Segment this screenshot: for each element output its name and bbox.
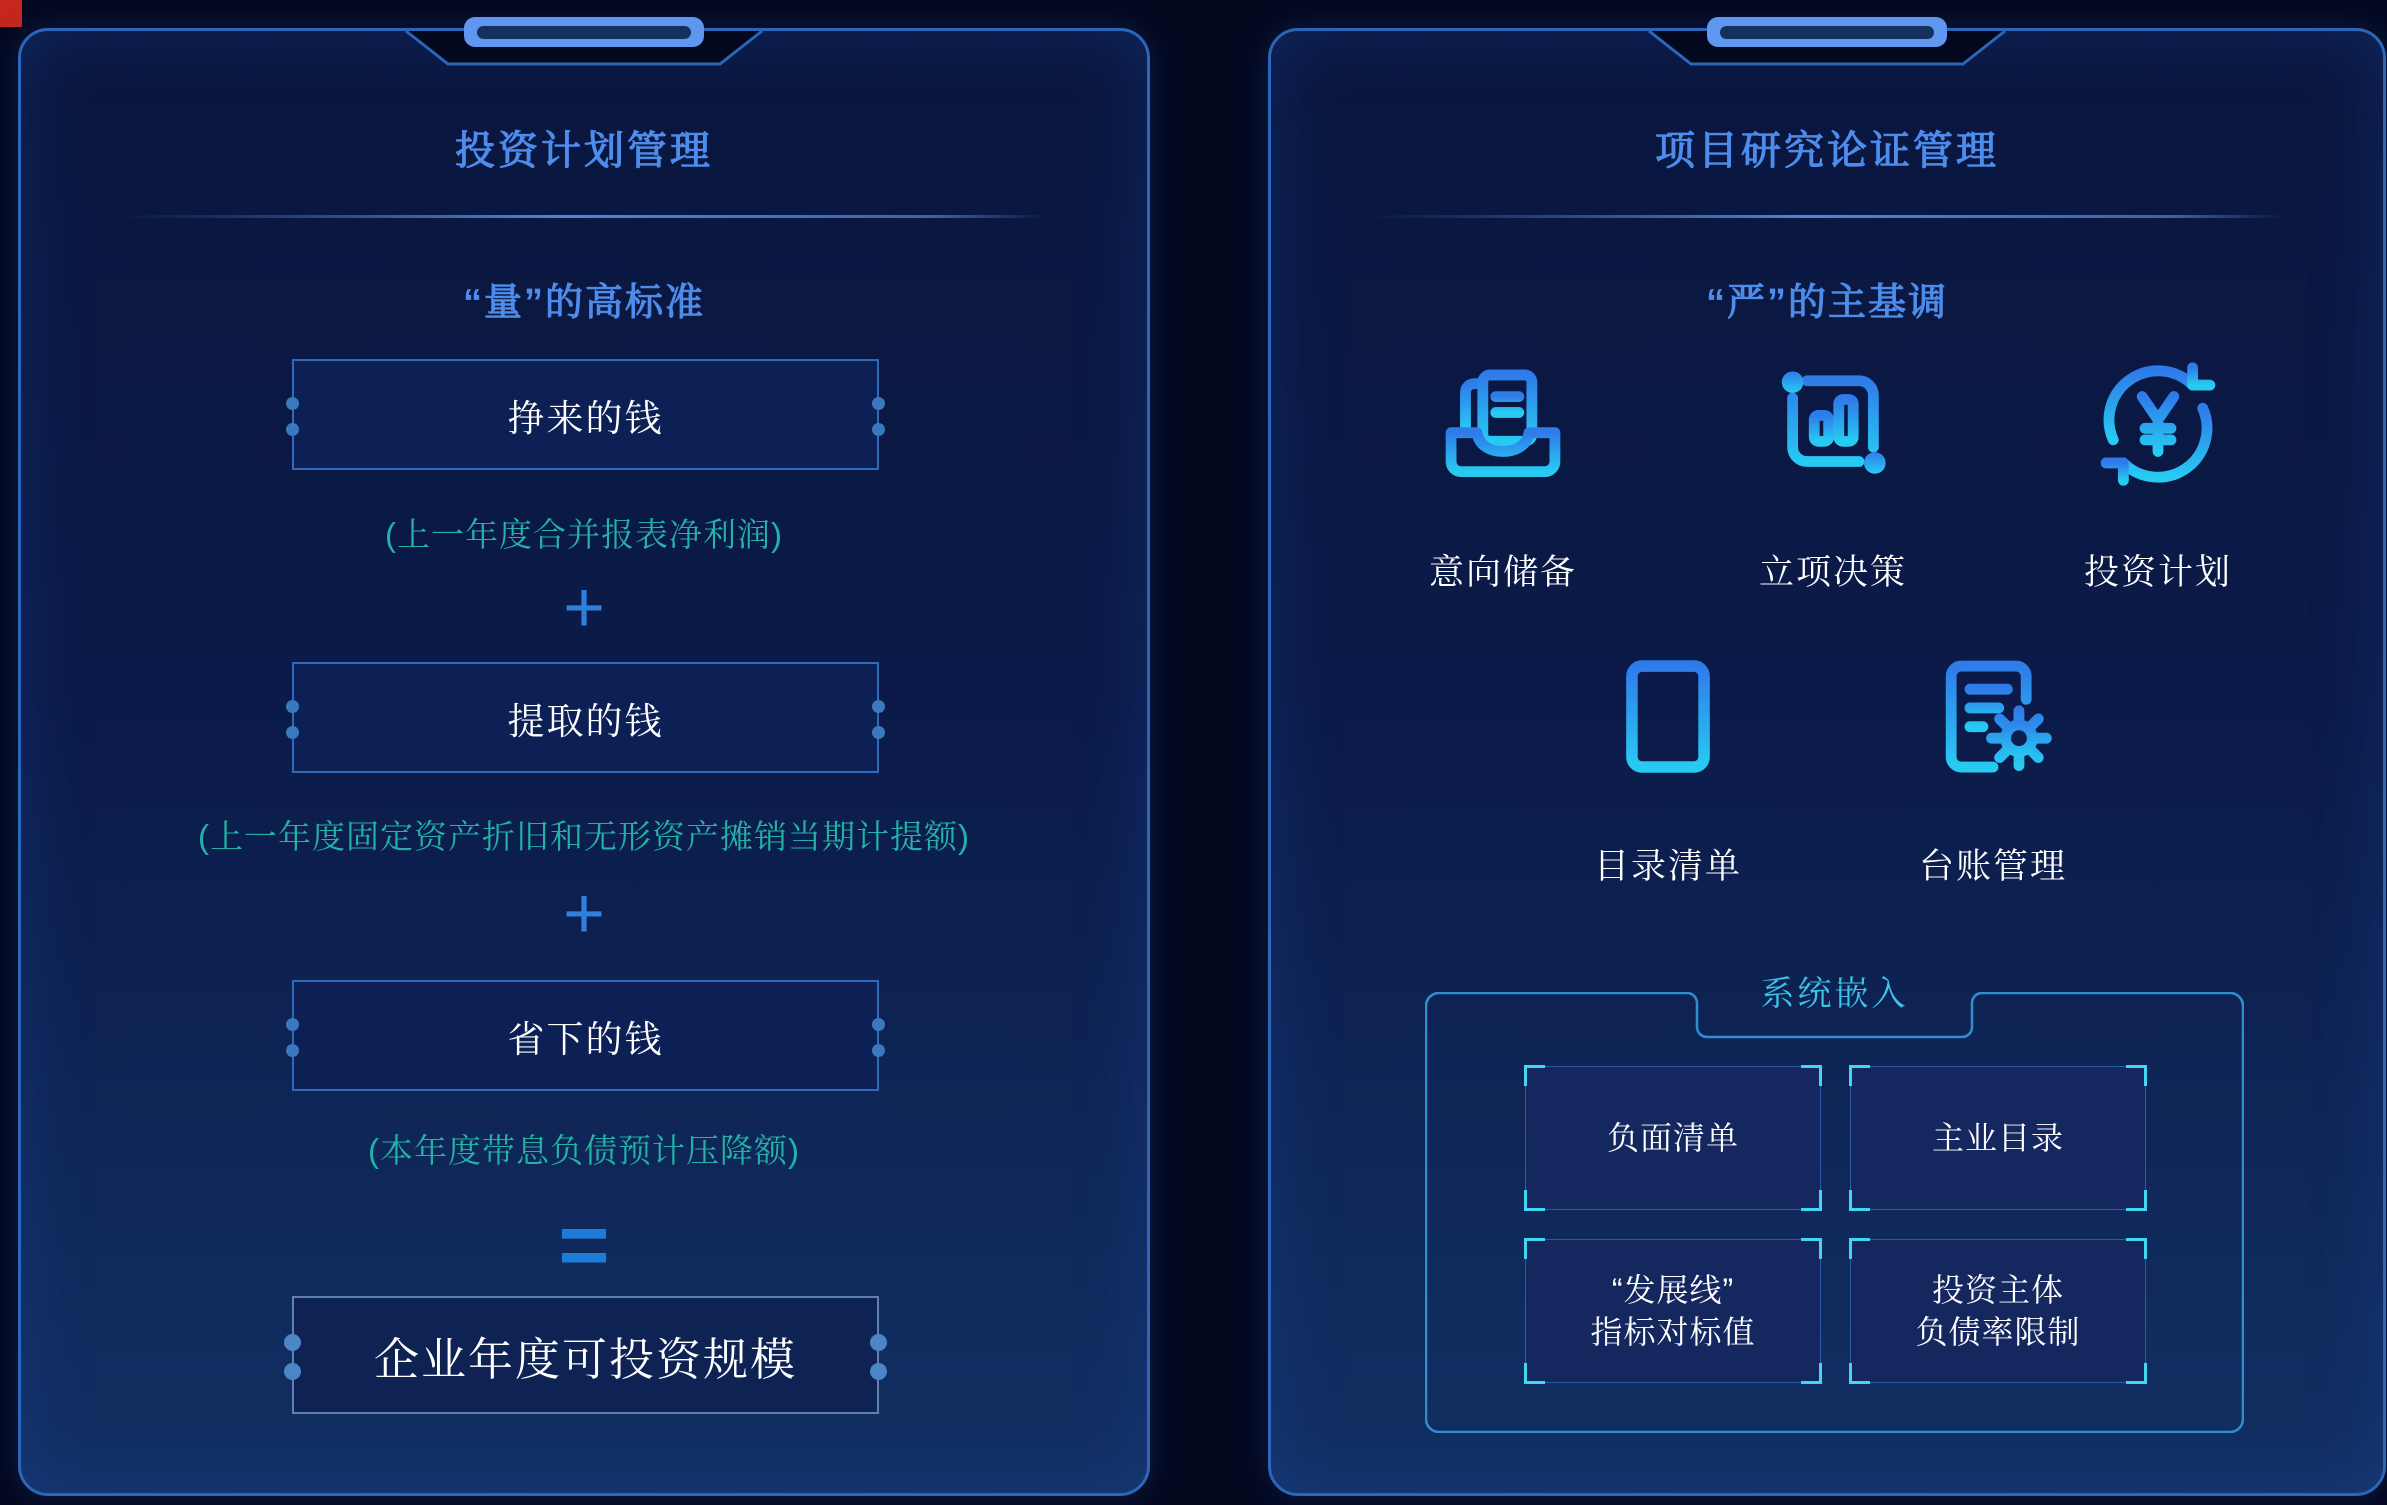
feature-label: 台账管理 xyxy=(1918,847,2067,886)
box-dot xyxy=(286,700,299,713)
flow-box-earned-money xyxy=(292,359,879,470)
feature-label: 立项决策 xyxy=(1758,553,1907,592)
bracket-corner xyxy=(1849,1190,1870,1211)
plus-operator: + xyxy=(562,874,606,954)
page-title: 项目研究论证管理 xyxy=(1655,129,1999,173)
embed-title: 系统嵌入 xyxy=(1760,975,1909,1013)
box-dot xyxy=(286,1018,299,1031)
divider xyxy=(122,215,1045,218)
embed-item-label: 投资主体 xyxy=(1931,1271,2064,1308)
bracket-corner xyxy=(1524,1238,1545,1259)
list-icon xyxy=(1593,643,1743,793)
flow-box-label: 省下的钱 xyxy=(507,1018,664,1060)
bracket-corner xyxy=(2126,1363,2147,1384)
divider xyxy=(1371,215,2283,218)
box-dot xyxy=(870,1363,887,1380)
page-title: 投资计划管理 xyxy=(455,129,713,173)
bracket-corner xyxy=(1524,1363,1545,1384)
panel-tab-handle xyxy=(1647,14,2007,70)
equals-operator: = xyxy=(558,1195,610,1294)
bracket-corner xyxy=(2126,1190,2147,1211)
bar-chart-icon xyxy=(1758,349,1908,499)
embed-item-label: 指标对标值 xyxy=(1590,1314,1756,1350)
flow-note: (上一年度合并报表净利润) xyxy=(385,516,783,553)
flow-box-saved-money xyxy=(292,980,879,1091)
flow-box-label: 挣来的钱 xyxy=(507,397,664,439)
yen-cycle-icon xyxy=(2083,349,2233,499)
flow-box-withdrawn-money xyxy=(292,662,879,773)
panel-project-research xyxy=(1268,28,2386,1496)
section-subtitle: “量”的高标准 xyxy=(462,282,705,324)
bracket-corner xyxy=(1801,1363,1822,1384)
flow-box-label: 提取的钱 xyxy=(507,700,664,742)
embed-item-label: 负债率限制 xyxy=(1915,1314,2081,1350)
section-subtitle: “严”的主基调 xyxy=(1705,282,1948,324)
plus-operator: + xyxy=(562,568,606,648)
bracket-corner xyxy=(1849,1238,1870,1259)
corner-red-marker xyxy=(0,0,22,27)
box-dot xyxy=(286,726,299,739)
bracket-corner xyxy=(2126,1065,2147,1086)
flow-note: (本年度带息负债预计压降额) xyxy=(368,1132,800,1169)
folder-archive-icon xyxy=(1428,349,1578,499)
feature-label: 投资计划 xyxy=(2083,553,2232,592)
embed-item-label: 负面清单 xyxy=(1606,1119,1739,1156)
feature-label: 意向储备 xyxy=(1428,553,1577,592)
bracket-corner xyxy=(1801,1065,1822,1086)
flow-box-annual-investable-scale xyxy=(292,1296,879,1414)
doc-gear-icon xyxy=(1918,643,2068,793)
box-dot xyxy=(286,397,299,410)
box-dot xyxy=(872,1044,885,1057)
box-dot xyxy=(872,423,885,436)
embed-item-label: 主业目录 xyxy=(1931,1119,2064,1156)
embed-item-debt-ratio-limit xyxy=(1850,1239,2146,1383)
bracket-corner xyxy=(1524,1065,1545,1086)
embed-item-label: “发展线” xyxy=(1611,1271,1735,1308)
embed-item-development-line-benchmark xyxy=(1525,1239,1821,1383)
box-dot xyxy=(286,1044,299,1057)
bracket-corner xyxy=(1801,1238,1822,1259)
feature-ledger-management xyxy=(1873,643,2113,889)
box-dot xyxy=(872,397,885,410)
bracket-corner xyxy=(1801,1190,1822,1211)
box-dot xyxy=(872,726,885,739)
feature-catalog-list xyxy=(1548,643,1788,889)
feature-project-decision xyxy=(1713,349,1953,595)
result-box-label: 企业年度可投资规模 xyxy=(373,1333,797,1385)
system-embed-section xyxy=(1425,975,2244,1433)
feature-label: 目录清单 xyxy=(1593,847,1742,886)
box-dot xyxy=(286,423,299,436)
box-dot xyxy=(284,1334,301,1351)
feature-intention-reserve xyxy=(1383,349,1623,595)
embed-item-negative-list xyxy=(1525,1066,1821,1210)
panel-tab-handle xyxy=(404,14,764,70)
bracket-corner xyxy=(1524,1190,1545,1211)
box-dot xyxy=(284,1363,301,1380)
embed-item-main-business-catalog xyxy=(1850,1066,2146,1210)
flow-note: (上一年度固定资产折旧和无形资产摊销当期计提额) xyxy=(198,818,970,855)
box-dot xyxy=(872,1018,885,1031)
bracket-corner xyxy=(2126,1238,2147,1259)
box-dot xyxy=(872,700,885,713)
panel-investment-plan xyxy=(18,28,1150,1496)
bracket-corner xyxy=(1849,1363,1870,1384)
feature-investment-plan xyxy=(2038,349,2278,595)
bracket-corner xyxy=(1849,1065,1870,1086)
box-dot xyxy=(870,1334,887,1351)
